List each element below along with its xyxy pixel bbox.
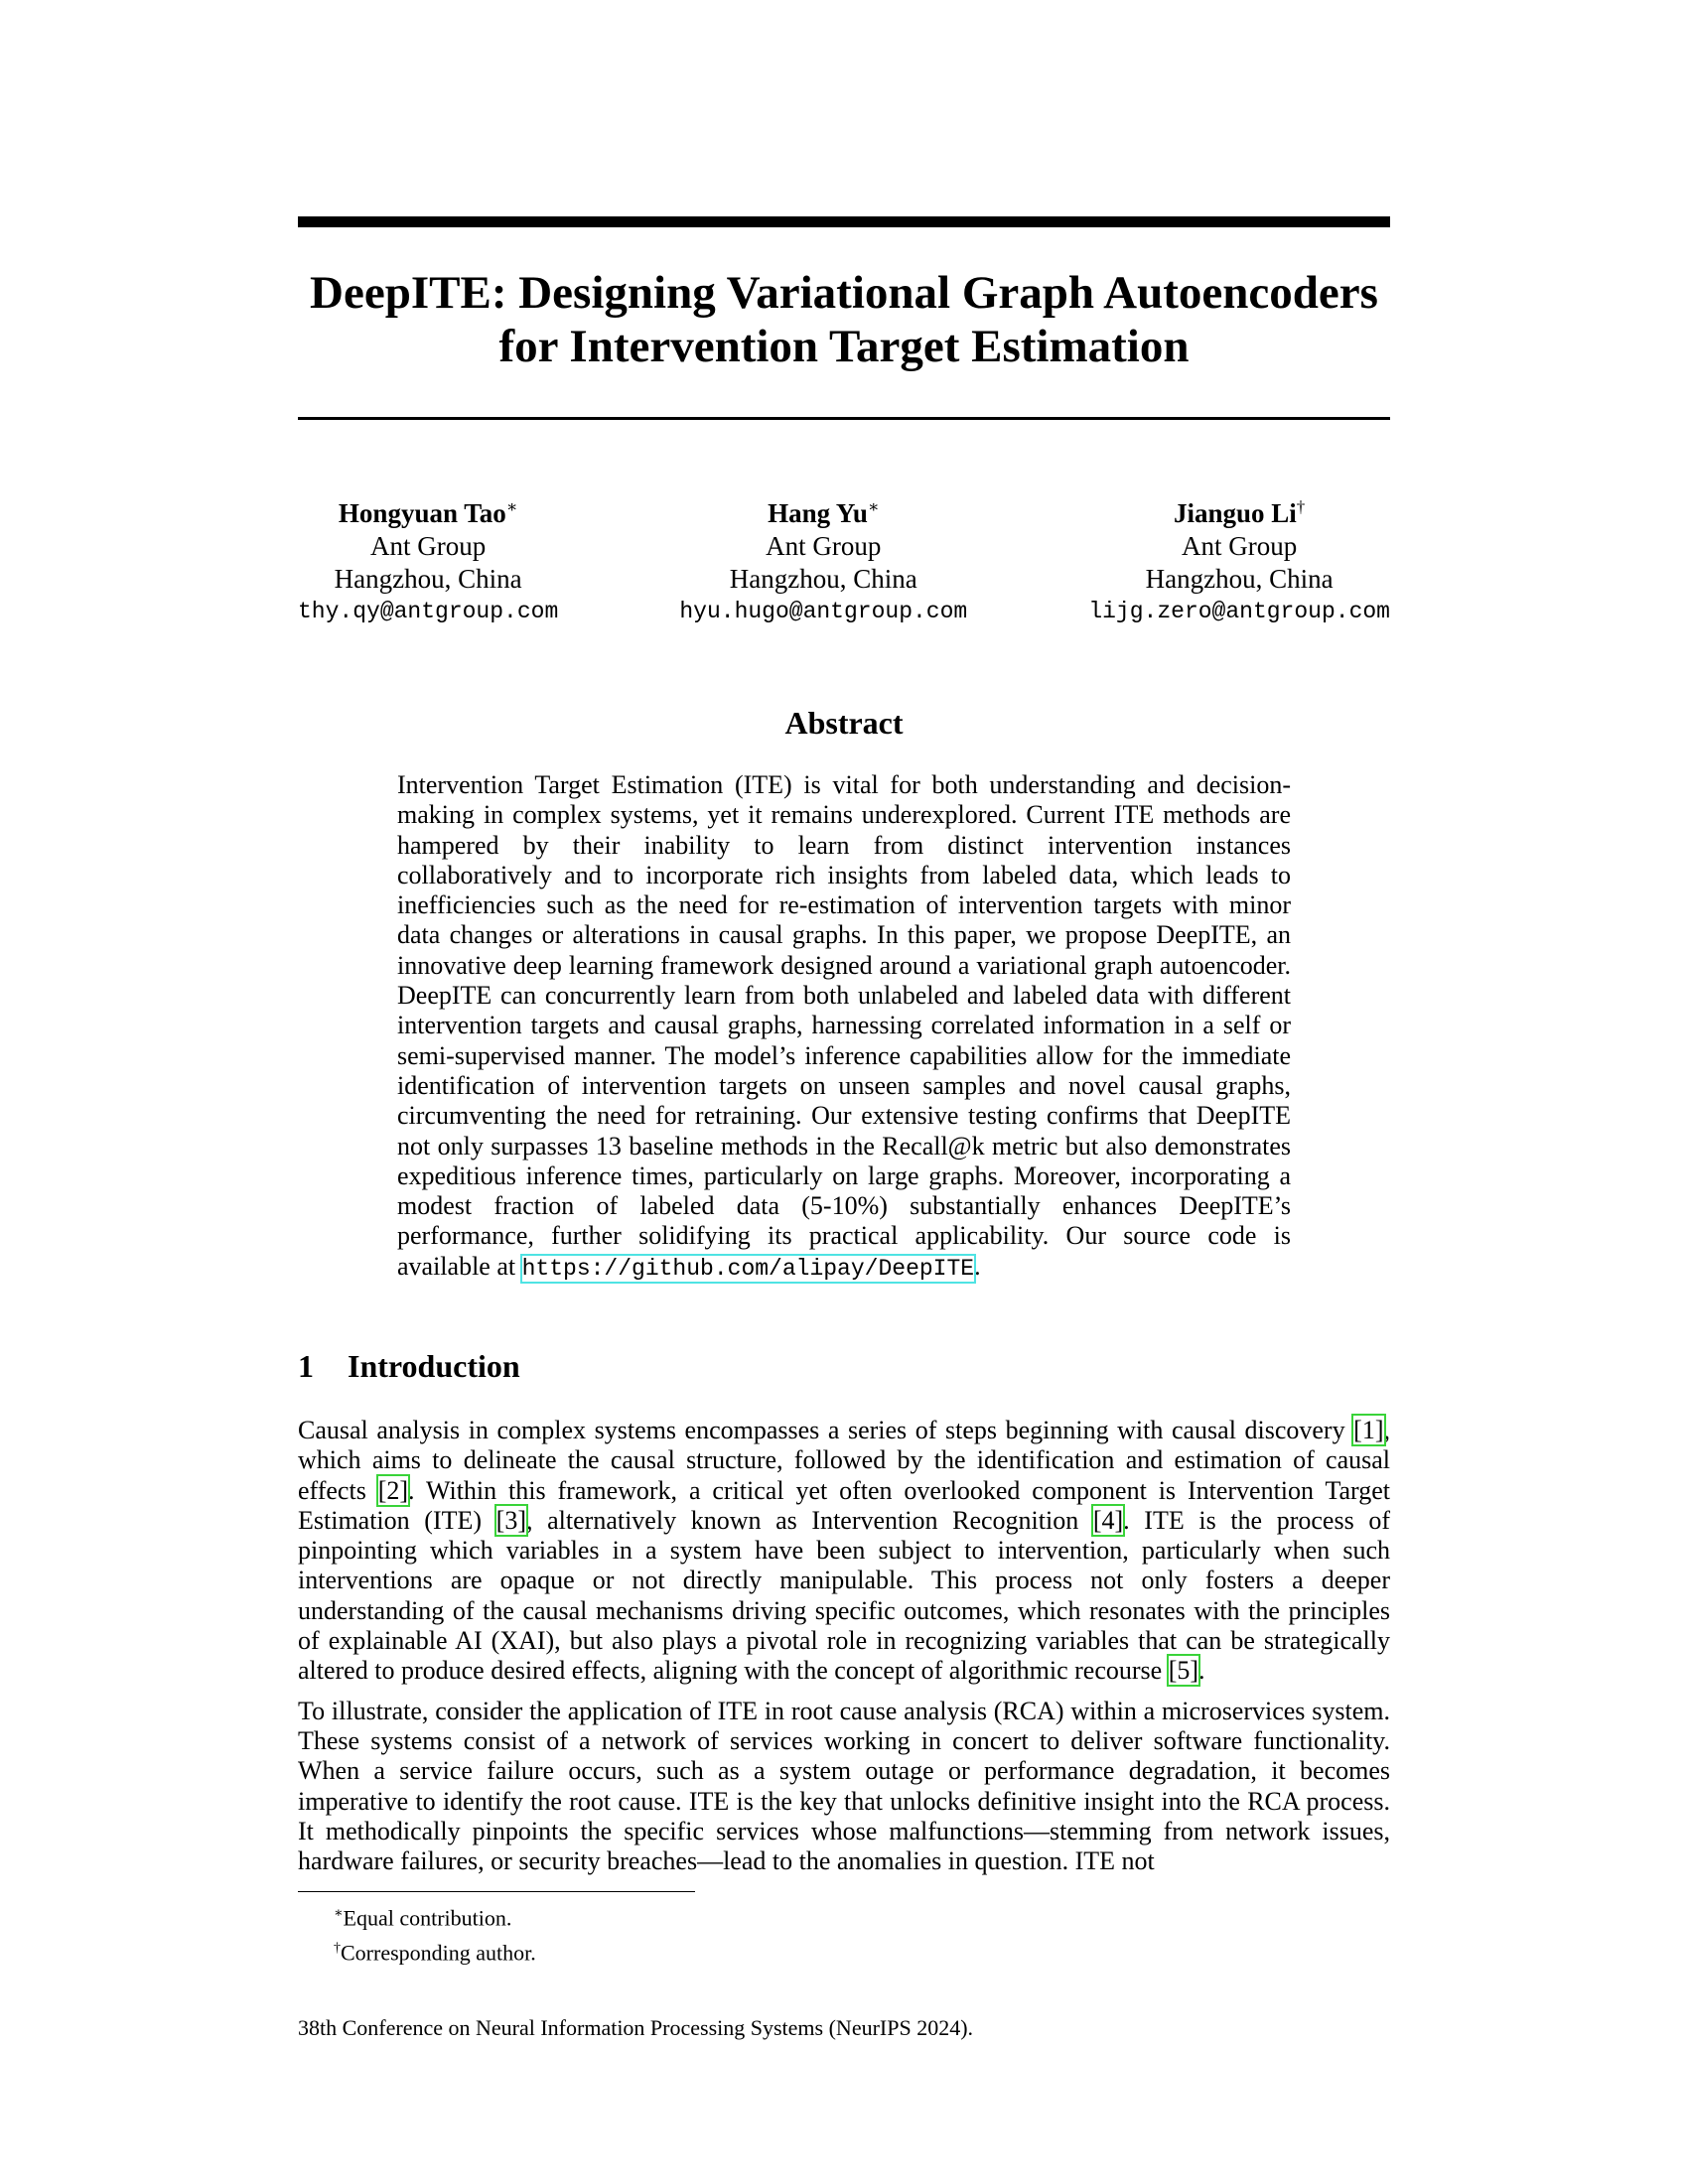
- author-3: [1088, 490, 1390, 628]
- author-mark: ∗: [505, 497, 518, 516]
- footnotes: [334, 1898, 536, 1969]
- author-affiliation: Ant Group: [1182, 531, 1298, 561]
- citation-link[interactable]: [4]: [1092, 1505, 1124, 1535]
- abstract-body: [397, 770, 1291, 1284]
- abstract-end: .: [974, 1251, 981, 1281]
- abstract-heading: Abstract: [784, 705, 904, 741]
- citation-link[interactable]: [3]: [495, 1505, 526, 1535]
- author-email: thy.qy@antgroup.com: [298, 599, 559, 624]
- author-affiliation: Ant Group: [766, 531, 882, 561]
- introduction-body: [298, 1416, 1390, 1886]
- author-location: Hangzhou, China: [334, 564, 522, 594]
- citation-link[interactable]: [2]: [377, 1475, 409, 1505]
- author-name: Jianguo Li: [1174, 498, 1297, 528]
- title-top-rule: [298, 216, 1390, 227]
- paper-title: [298, 266, 1390, 373]
- intro-paragraph-1: Causal analysis in complex systems encompasses a series of steps beginning with causal discovery [1], which aims to delineate the causal structure, followed by the identification and estimation of causal effects [2]. Within this framework, a critical yet often overlooked component is Intervention Target Estimation (ITE) [3], alternatively known as Intervention Recognition [4]. ITE is the process of pinpointing which variables in a system have been subject to intervention, particularly when such interventions are opaque or not directly manipulable. This process not only fosters a deeper understanding of the causal mechanisms driving specific outcomes, which resonates with the principles of explainable AI (XAI), but also plays a pivotal role in recognizing variables that can be strategically altered to produce desired effects, aligning with the concept of algorithmic recourse [5].: [298, 1416, 1390, 1686]
- footnote-1: ∗Equal contribution.: [334, 1905, 512, 1931]
- author-email: hyu.hugo@antgroup.com: [679, 599, 968, 624]
- footnote-rule: [298, 1891, 695, 1892]
- section-number: 1: [298, 1348, 314, 1384]
- footnote-2: †Corresponding author.: [334, 1940, 536, 1966]
- title-line-2: for Intervention Target Estimation: [498, 321, 1190, 372]
- abstract-text: Intervention Target Estimation (ITE) is vital for both understanding and decision-making in complex systems, yet it remains underexplored. Current ITE methods are hampered by their inability to learn from distinct intervention instances collaboratively and to incorporate rich insights from labeled data, which leads to inefficiencies such as the need for re-estimation of intervention targets with minor data changes or alterations in causal graphs. In this paper, we propose DeepITE, an innovative deep learning framework designed around a variational graph autoencoder. DeepITE can concurrently learn from both unlabeled and labeled data with different intervention targets and causal graphs, harnessing correlated information in a self or semi-supervised manner. The model’s inference capabilities allow for the immediate identification of intervention targets on unseen samples and novel causal graphs, circumventing the need for retraining. Our extensive testing confirms that DeepITE not only surpasses 13 baseline methods in the Recall@k metric but also demonstrates expeditious inference times, particularly on large graphs. Moreover, incorporating a modest fraction of labeled data (5-10%) substantially enhances DeepITE’s performance, further solidifying its practical applicability. Our source code is available at: [397, 770, 1291, 1281]
- intro-paragraph-2: To illustrate, consider the application of ITE in root cause analysis (RCA) within a microservices system. These systems consist of a network of services working in concert to deliver software functionality. When a service failure occurs, such as a system outage or performance degradation, it becomes imperative to identify the root cause. ITE is the key that unlocks definitive insight into the RCA process. It methodically pinpoints the specific services whose malfunctions—stemming from network issues, hardware failures, or security breaches—lead to the anomalies in question. ITE not: [298, 1696, 1390, 1876]
- title-line-1: DeepITE: Designing Variational Graph Autoencoders: [310, 267, 1378, 319]
- author-email: lijg.zero@antgroup.com: [1088, 599, 1390, 624]
- author-mark: ∗: [867, 497, 880, 516]
- author-2: [679, 490, 967, 628]
- author-block: [298, 490, 1390, 628]
- author-location: Hangzhou, China: [729, 564, 917, 594]
- section-heading-introduction: [298, 1346, 520, 1386]
- section-title: Introduction: [348, 1348, 520, 1384]
- author-1: [298, 490, 558, 628]
- paper-page: [298, 0, 1390, 2184]
- author-name: Hang Yu: [768, 498, 868, 528]
- author-affiliation: Ant Group: [370, 531, 487, 561]
- citation-link[interactable]: [1]: [1353, 1416, 1384, 1444]
- source-code-link[interactable]: https://github.com/alipay/DeepITE: [521, 1255, 975, 1282]
- conference-note: 38th Conference on Neural Information Processing Systems (NeurIPS 2024).: [298, 2015, 974, 2040]
- author-location: Hangzhou, China: [1145, 564, 1334, 594]
- title-bottom-rule: [298, 417, 1390, 420]
- citation-link[interactable]: [5]: [1168, 1656, 1199, 1686]
- author-mark: †: [1296, 497, 1306, 516]
- author-name: Hongyuan Tao: [338, 498, 506, 528]
